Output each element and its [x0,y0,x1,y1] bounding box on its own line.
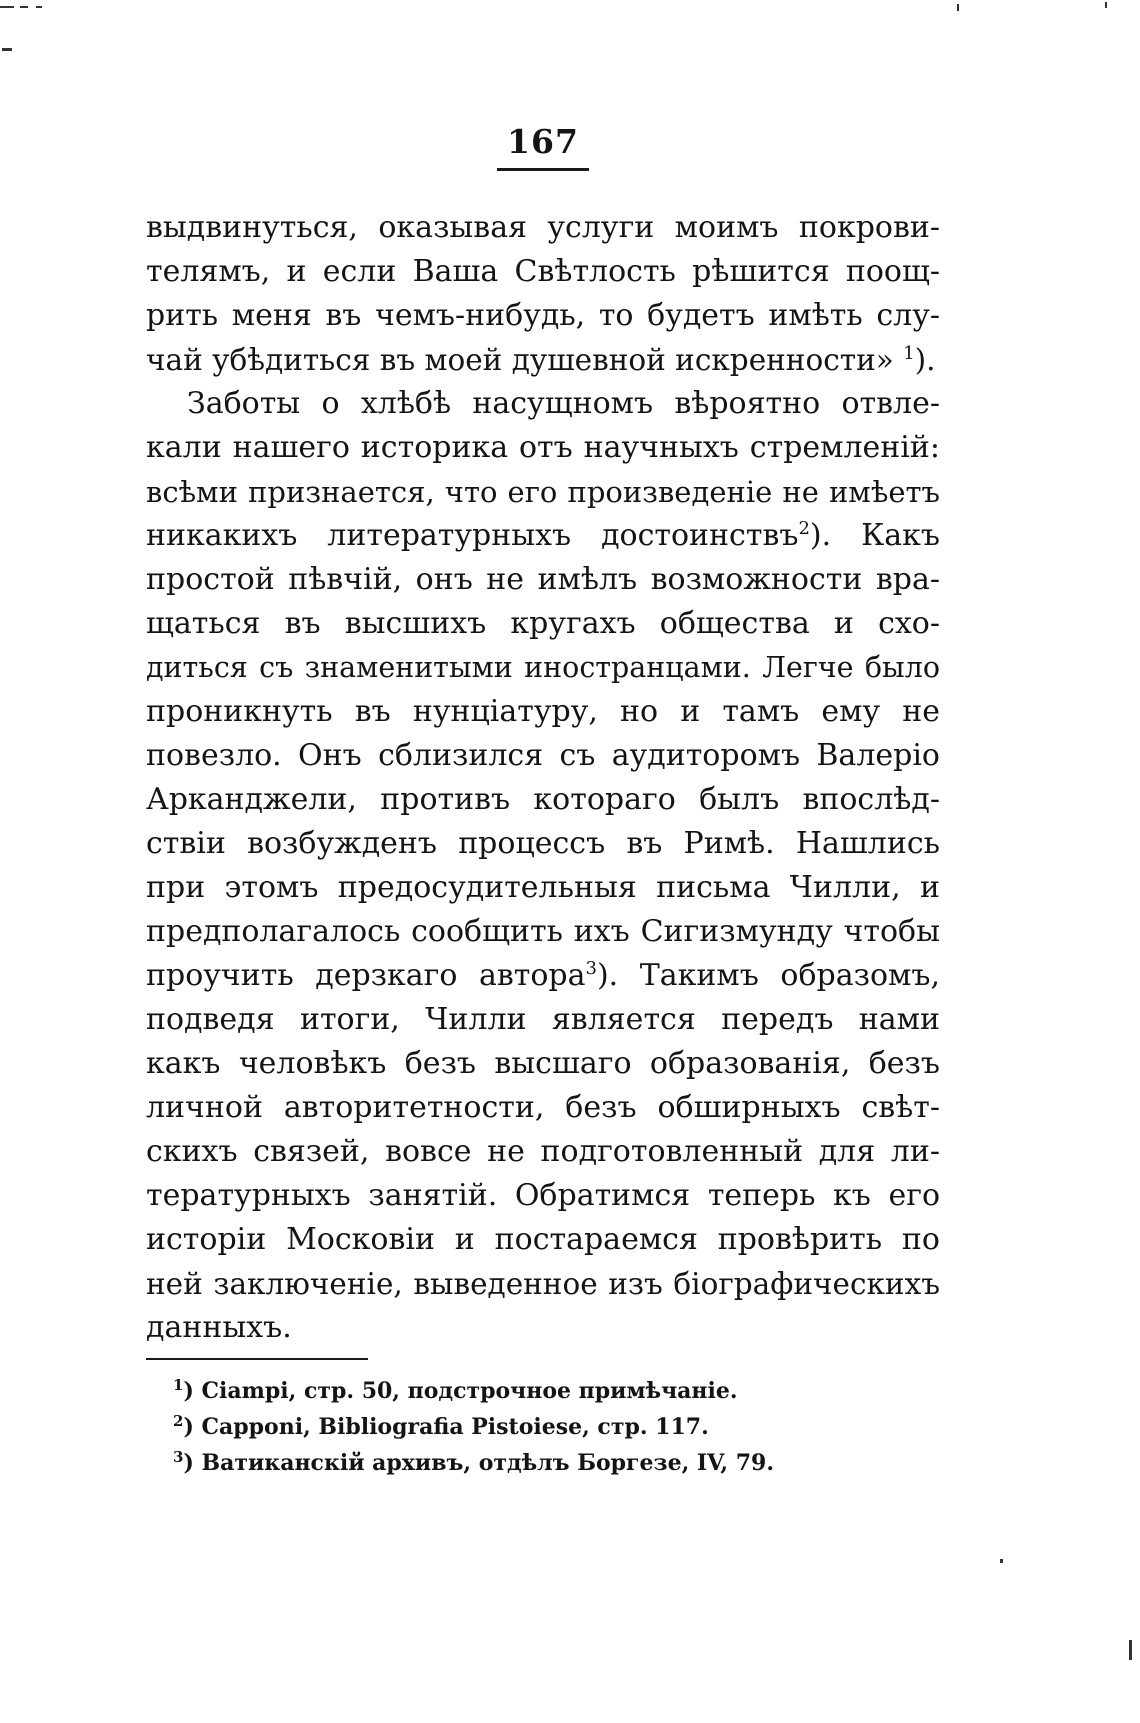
line-text: телямъ, и если Ваша Свѣтлость рѣшится поощ- [146,254,940,289]
footnote-marker: 1 [173,1376,184,1394]
scan-mark [36,6,42,8]
line-text: данныхъ. [146,1310,292,1345]
line-text: ней заключеніе, выведенное изъ біографическихъ [146,1267,940,1301]
text-line [146,910,940,954]
footnote-text: ) Ciampi, стр. 50, подстрочное примѣчаніе. [183,1378,738,1404]
page-number: 167 [507,122,579,161]
text-line [146,426,940,470]
line-text: какъ человѣкъ безъ высшаго образованія, безъ [146,1046,940,1081]
footnote-ref: 2 [798,518,810,539]
text-line [146,1086,940,1130]
header-rule [497,168,589,171]
text-line [146,338,940,382]
text-line [146,954,940,998]
text-line [146,558,940,602]
text-line [146,1130,940,1174]
scan-mark [2,48,12,51]
text-line [146,646,940,690]
text-line [146,470,940,514]
scan-mark [20,6,28,8]
footnote [173,1374,738,1408]
footnote [173,1446,774,1480]
line-text: личной авторитетности, безъ обширныхъ свѣт- [146,1090,940,1125]
line-text: чай убѣдиться въ моей душевной искренности» [146,343,894,377]
line-text: скихъ связей, вовсе не подготовленный для ли- [146,1134,940,1169]
line-text: исторіи Московіи и постараемся провѣрить по [146,1222,940,1257]
text-line [146,1306,940,1350]
line-text: подведя итоги, Чилли является передъ нами [146,1002,940,1037]
text-line [146,514,940,558]
scan-mark [0,6,14,8]
line-text: ствіи возбужденъ процессъ въ Римѣ. Нашлись [146,826,940,861]
line-text: проучить дерзкаго автора [146,958,586,993]
text-line [146,1218,940,1262]
footnote [173,1410,709,1444]
line-text: Арканджели, противъ котораго былъ впослѣд- [146,782,940,817]
text-line [146,1174,940,1218]
scan-mark [1000,1559,1003,1563]
footnote-marker: 2 [173,1412,184,1430]
line-text: никакихъ литературныхъ достоинствъ [146,518,799,553]
footnote-ref: 1 [903,343,915,364]
line-text: диться съ знаменитыми иностранцами. Легче было [146,651,940,684]
text-line [146,1262,940,1306]
text-line [146,206,940,250]
footnote-ref: 3 [585,958,597,979]
line-tail: ). [914,343,936,377]
scan-mark [957,4,959,11]
footnote-marker: 3 [173,1448,184,1466]
line-text: всѣми признается, что его произведеніе не имѣетъ [146,475,940,509]
line-text: тературныхъ занятій. Обратимся теперь къ его [146,1178,940,1213]
text-line [146,734,940,778]
line-text: повезло. Онъ сблизился съ аудиторомъ Валеріо [146,738,940,773]
text-line [187,382,940,426]
line-text: простой пѣвчій, онъ не имѣлъ возможности вра- [146,562,940,597]
text-line [146,866,940,910]
footnote-text: ) Ватиканскій архивъ, отдѣлъ Боргезе, IV, 79. [183,1450,774,1476]
line-text: Заботы о хлѣбѣ насущномъ вѣроятно отвле- [187,386,940,421]
text-line [146,602,940,646]
scan-mark [1105,2,1107,8]
footnote-text: ) Capponi, Bibliografia Pistoiese, стр. 117. [183,1414,709,1440]
text-line [146,822,940,866]
line-text: щаться въ высшихъ кругахъ общества и схо- [146,606,940,641]
line-text: кали нашего историка отъ научныхъ стремленій: [146,430,940,465]
scan-mark [1129,1640,1132,1660]
line-tail: ). Такимъ образомъ, [596,958,940,993]
line-text: при этомъ предосудительныя письма Чилли, и [146,870,940,905]
line-text: рить меня въ чемъ-нибудь, то будетъ имѣть слу- [146,298,940,333]
text-line [146,998,940,1042]
text-line [146,250,940,294]
line-text: проникнуть въ нунціатуру, но и тамъ ему не [146,694,940,729]
text-line [146,690,940,734]
text-line [146,294,940,338]
footnote-rule [146,1358,368,1360]
line-text: выдвинуться, оказывая услуги моимъ покрови- [146,210,940,245]
line-tail: ). Какъ [809,518,941,553]
line-text: предполагалось сообщить ихъ Сигизмунду чтобы [146,914,940,949]
text-line [146,778,940,822]
text-line [146,1042,940,1086]
